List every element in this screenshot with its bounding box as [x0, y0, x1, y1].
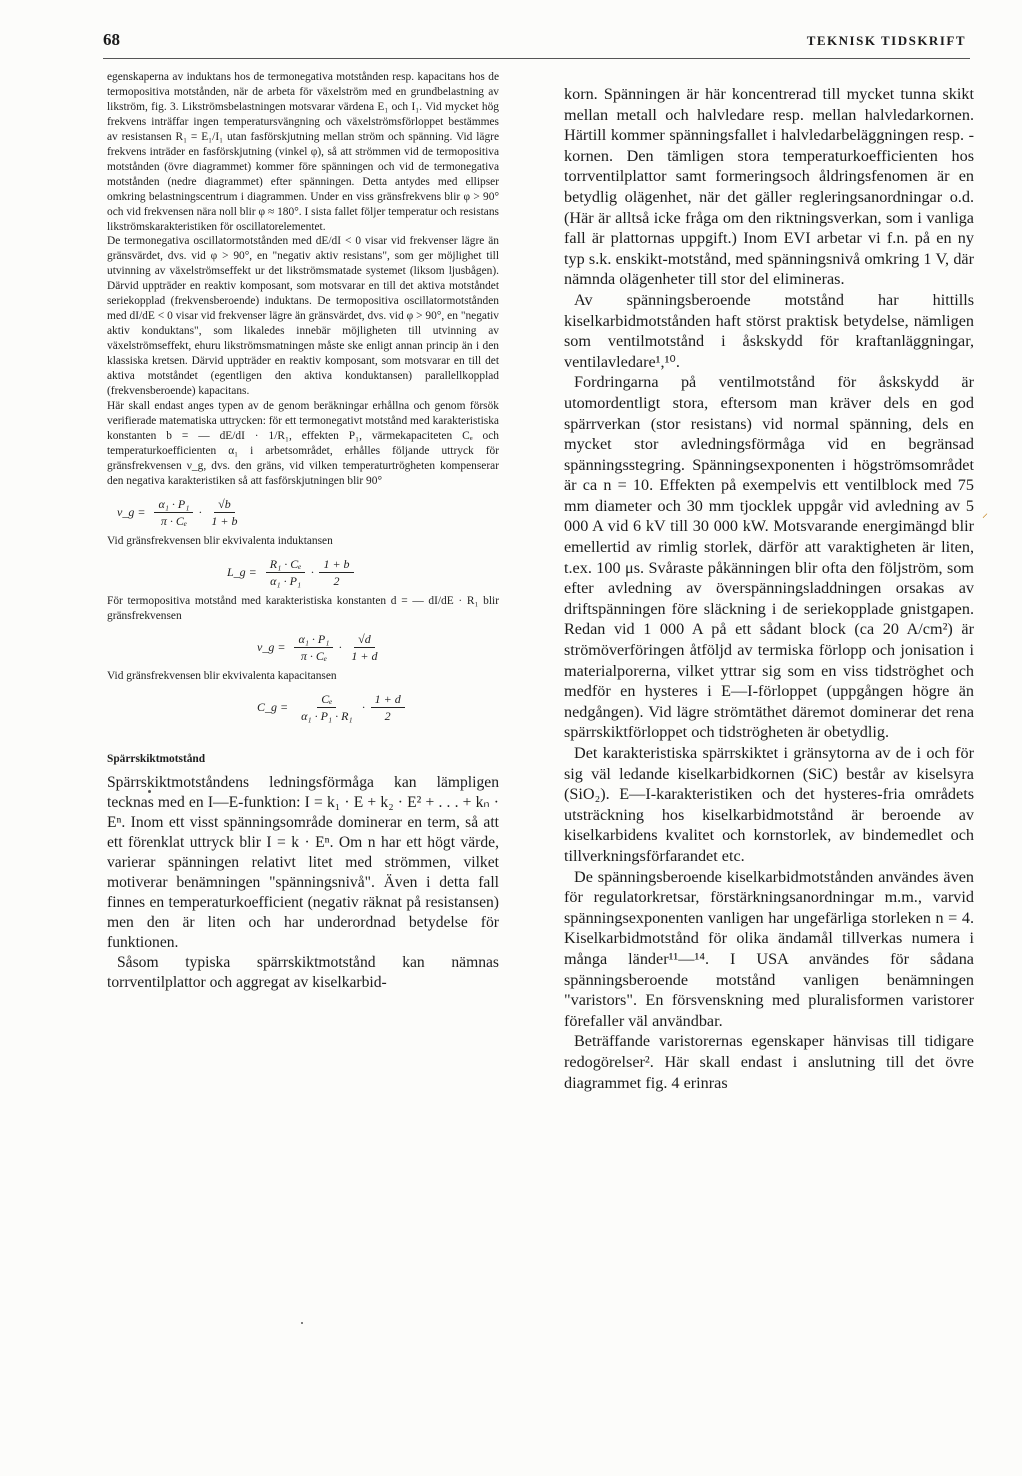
- right-paragraph: Av spänningsberoende motstånd har hittills kiselkarbidmotstånden haft störst praktisk betydelse, nämligen som ventilmotstånd i åskskydd för kraftanläggningar, ventilavledare¹,¹⁰.: [564, 290, 974, 371]
- right-paragraph: De spänningsberoende kiselkarbidmotstånden användes även för regulatorkretsar, förstärkningsanordningar m.m., varvid spänningsexponenten vanligen har ungefärliga storleken n = 4. Kiselkarbidmotstånd för olika ändamål tillverkas numera i många länder¹¹—¹⁴. I USA användes för sådana spänningsberoende motstånd vanligen benämningen "varistors". En försvenskning med pluralisformen varistorer förefaller väl användbar.: [564, 867, 974, 1030]
- left-paragraph: Här skall endast anges typen av de genom beräkningar erhållna och genom försök verifierade matematiska uttrycken: för ett termonegativt motstånd med karakteristiska konstanten b = — dE/dI · 1/R₁, effekten P₁, värmekapaciteten Cₑ och temperaturkoefficienten α₁ i arbetsområdet, erhålles följande uttryck för gränsfrekvensen ν_g, dvs. den gräns, vid vilken temperaturtrögheten kompenserar den negativa karakteristiken så att fasförskjutningen blir 90°: [107, 399, 499, 487]
- denominator: 2: [384, 708, 391, 723]
- numerator: α₁ · P₁: [154, 497, 193, 513]
- left-text: Vid gränsfrekvensen blir ekvivalenta induktansen: [107, 534, 333, 547]
- formula-lhs: ν_g =: [257, 639, 286, 654]
- multiply-dot: ·: [198, 504, 203, 519]
- numerator: 1 + d: [371, 692, 405, 708]
- print-speck: [301, 1322, 303, 1324]
- fraction: [297, 692, 356, 723]
- print-speck: [148, 790, 151, 793]
- left-body-paragraph: Spärrskiktmotståndens ledningsförmåga kan lämpligen tecknas med en I—E-funktion: I = k₁ · E + k₂ · E² + . . . + kₙ · Eⁿ. Inom ett visst spänningsområde dominerar en term, så att ett förenklat uttryck blir I = k · Eⁿ. Om n har ett högt värde, varierar spänningen relativt litet med strömmen, vilket motiverar benämningen "spänningsnivå". Även i detta fall finnes en temperaturkoefficient (negativ räknat på resistansen) men den är liten och har underordnad betydelse för funktionen.: [107, 773, 499, 952]
- formula-induktans: [227, 557, 499, 588]
- margin-mark: ⸝: [982, 506, 989, 520]
- right-paragraph: Det karakteristiska spärrskiktet i gränsytorna av de i och för sig väl ledande kiselkarbidkornen (SiC) består av kiselsyra (SiO₂). E—I-karakteristiken och det hysteres-fria områdets utsträckning hos kiselkarbidmotstånd är beroende av kiselkarbidens kvalitet och kornstorlek, av bindemedlet och tillverkningsförfarandet etc.: [564, 744, 974, 865]
- formula-lhs: ν_g =: [117, 504, 146, 519]
- left-text: Vid gränsfrekvensen blir ekvivalenta kapacitansen: [107, 669, 337, 682]
- denominator: π · Cₑ: [300, 648, 328, 663]
- fraction: [154, 497, 193, 528]
- section-heading: Spärrskiktmotstånd: [107, 752, 206, 765]
- numerator: R₁ · Cₑ: [266, 557, 306, 573]
- numerator: √b: [214, 497, 235, 513]
- page-number: 68: [103, 30, 120, 49]
- denominator: 1 + b: [211, 513, 238, 528]
- journal-title: TEKNISK TIDSKRIFT: [806, 33, 966, 48]
- left-body-paragraph: Såsom typiska spärrskiktmotstånd kan nämnas torrventilplattor och aggregat av kiselkarbid-: [107, 954, 499, 992]
- left-paragraph: De termonegativa oscillatormotstånden med dE/dI < 0 visar vid frekvenser lägre än gränsvärdet, dvs. vid φ > 90°, en "negativ aktiv resistans", som ger möjlighet till utvinning av växelströmseffekt ur det likströmsmatade systemet (liksom ljusbågen). Därvid uppträder en reaktiv komposant, som motsvarar en till det aktiva motståndet seriekopplad (frekvensberoende) induktans. De termopositiva oscillatormotstånden med dI/dE < 0 visar vid frekvenser lägre än gränsvärdet, dvs. vid φ > 90°, en "negativ aktiv konduktans", som likaledes innebär möjligheten till utvinning av växelströmseffekt, ehuru likströmsmatningen måste ske enligt annan princip än i den klassiska kretsen. Därvid uppträder en reaktiv komposant, som motsvarar en till det aktiva motståndet (egentligen den aktiva konduktansen) parallellkopplad (frekvensberoende) kapacitans.: [107, 235, 499, 398]
- numerator: Cₑ: [317, 692, 336, 708]
- fraction: [207, 497, 241, 528]
- fraction: [371, 692, 405, 723]
- denominator: 2: [333, 573, 340, 588]
- numerator: α₁ · P₁: [294, 632, 333, 648]
- fraction: [294, 632, 333, 663]
- header-rule: [103, 58, 970, 59]
- left-paragraph: egenskaperna av induktans hos de termonegativa motstånden resp. kapacitans hos de termopositiva motstånden, när de arbeta för växelström med en grundbelastning av likström, fig. 3. Likströmsbelastningen motsvarar värdena E₁ och I₁. Vid mycket hög frekvens inträffar ingen temperatursvängning och växelströmsförloppet bestämmes av resistansen R₁ = E₁/I₁ utan fasförskjutning mellan ström och spänning. Vid lägre frekvens inträder en fasförskjutning (vinkel φ), så att strömmen vid de termopositiva motstånden (övre diagrammet) kommer före spänningen och vid de termonegativa motstånden (nedre diagrammet) efter spänningen. Detta antydes med ellipser omkring belastningscentrum i diagrammen. Under en viss gränsfrekvens blir φ > 90° och vid frekvensen nära noll blir φ ≈ 180°. I sista fallet följer temperatur och resistans likströmskarakteristiken för oscillatorelementet.: [107, 71, 499, 233]
- formula-kapacitans: [257, 692, 499, 723]
- multiply-dot: ·: [310, 564, 315, 579]
- numerator: √d: [354, 632, 375, 648]
- denominator: α₁ · P₁ · R₁: [301, 708, 353, 723]
- numerator: 1 + b: [319, 557, 353, 573]
- fraction: [319, 557, 353, 588]
- formula-gransfrekvens-positiv: [257, 632, 499, 663]
- right-paragraph: Beträffande varistorernas egenskaper hänvisas till tidigare redogörelser². Här skall endast i anslutning till det övre diagrammet fig. 4 erinras: [564, 1032, 974, 1092]
- left-column: [107, 70, 499, 994]
- formula-lhs: C_g =: [257, 699, 289, 714]
- right-paragraph: Fordringarna på ventilmotstånd för åskskydd är utomordentligt stora, eftersom man kräver dels en god spärrverkan (stor resistans) vid normal spänning, dels en mycket stor avledningsförmåga vid en begränsad spänningsstegring. Spänningsexponenten i högströmsområdet är ca n = 10. Effekten på exempelvis ett ventilblock med 75 mm diameter och 30 mm tjocklek uppgår vid avledning av 5 000 A vid 6 kV till 30 000 kW. Motsvarande energimängd blir emellertid av rimlig storlek, därför att varaktigheten är liten, t.ex. 100 μs. Svåraste påkänningen blir ofta den följström, som efter avledning av överspänningsladdningen orsakas av driftspänningen före släckning i de seriekopplade gnistgapen. Redan vid 1 000 A på ett sådant block (ca 20 A/cm²) är strömöverföringen åtföljd av termiska förlopp och jonisation i materialporerna, vilket yttrar sig som en viss tidströghet och medför en hysteres i E—I-förloppet (uppgången högre än nedgången). Vid lägre strömtäthet däremot dominerar det rena spärrskiktförloppet och tidströgheten är obetydlig.: [564, 373, 974, 742]
- multiply-dot: ·: [338, 639, 343, 654]
- left-text: För termopositiva motstånd med karakteristiska konstanten d = — dI/dE · R₁ blir gränsfrekvensen: [107, 594, 499, 622]
- fraction: [347, 632, 381, 663]
- right-paragraph: korn. Spänningen är här koncentrerad till mycket tunna skikt mellan metall och halvledare resp. mellan halvledarkornen. Härtill kommer spänningsfallet i halvledarbeläggningen resp. -kornen. Den tämligen stora temperaturkoefficienten hos torrventilplattor samt formeringsoch åldringsfenomen är en betydlig olägenhet, när det gäller regleringsanordningar o.d. (Här är alltså icke fråga om den riktningsverkan, som i vanliga fall är plattornas uppgift.) Inom EVI arbetar vi f.n. på en ny typ s.k. enskikt-motstånd, med spänningsnivå omkring 1 V, där nämnda olägenheter till stor del elimineras.: [564, 85, 974, 289]
- denominator: 1 + d: [351, 648, 378, 663]
- denominator: α₁ · P₁: [270, 573, 302, 588]
- denominator: π · Cₑ: [160, 513, 188, 528]
- formula-lhs: L_g =: [227, 564, 257, 579]
- multiply-dot: ·: [361, 699, 366, 714]
- right-column: [564, 84, 974, 1093]
- fraction: [266, 557, 306, 588]
- formula-gransfrekvens-negativ: [117, 497, 499, 528]
